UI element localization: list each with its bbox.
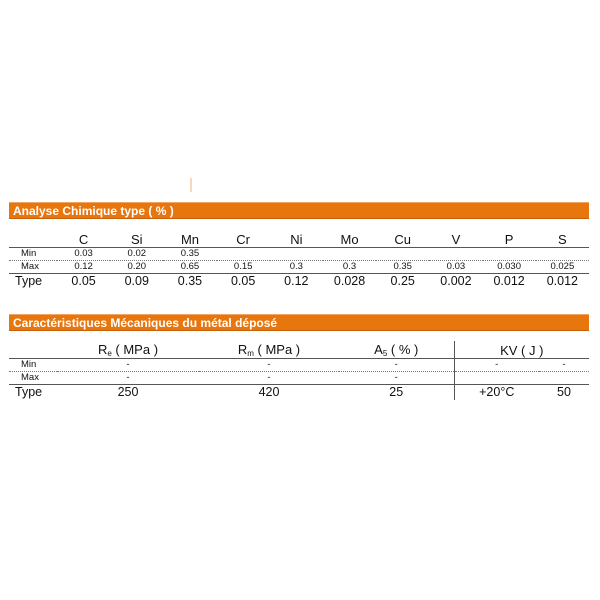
table-cell: 50 [539,385,589,401]
table-cell: - [339,359,454,372]
table-header-row [9,341,589,359]
column-header-kv: KV ( J ) [454,341,589,359]
table-cell: 0.65 [163,261,216,274]
table-cell: 0.03 [57,248,110,261]
column-header: Cr [236,232,251,247]
row-label: Min [9,359,57,372]
table-cell: - [57,359,199,372]
column-header: Mo [340,232,359,247]
row-label: Type [9,274,57,290]
table-cell: 250 [57,385,199,401]
table-cell [376,248,429,261]
column-header: Cu [394,232,412,247]
table-cell: 0.12 [270,274,323,290]
table-row-min [9,359,589,372]
table-cell: 0.028 [323,274,376,290]
table-cell: - [454,359,539,372]
table-cell: - [57,372,199,385]
row-label: Type [9,385,57,401]
table-cell: 0.12 [57,261,110,274]
column-header-re: $R_e$ ( MPa ) [97,342,159,358]
column-header: V [451,232,461,247]
chemical-analysis-header [9,202,589,219]
row-label: Min [9,248,57,261]
table-cell: 0.02 [110,248,163,261]
table-header-row [9,230,589,248]
table-cell: 0.012 [483,274,536,290]
row-label: Max [9,261,57,274]
table-cell: 0.025 [536,261,589,274]
table-cell [323,248,376,261]
table-cell [539,372,589,385]
column-header-rm: $R_m$ ( MPa ) [237,342,301,358]
table-row-min [9,248,589,261]
table-row-type [9,274,589,290]
table-cell [270,248,323,261]
table-cell: 25 [339,385,454,401]
table-row-max [9,372,589,385]
table-cell: 0.002 [429,274,482,290]
table-cell: 0.15 [217,261,270,274]
table-cell: 0.35 [163,274,216,290]
table-cell [536,248,589,261]
chemical-analysis-table [9,230,589,289]
table-cell: 0.030 [483,261,536,274]
table-cell: - [539,359,589,372]
table-cell [217,248,270,261]
table-cell [454,372,539,385]
table-cell: 0.35 [163,248,216,261]
table-cell [429,248,482,261]
table-cell: - [199,372,339,385]
table-cell: - [199,359,339,372]
mechanical-properties-title: Caractéristiques Mécaniques du métal déposé [13,316,278,330]
table-cell: 0.012 [536,274,589,290]
column-header: S [558,232,567,247]
table-cell: 0.09 [110,274,163,290]
table-cell: +20°C [454,385,539,401]
table-cell: 0.20 [110,261,163,274]
table-cell: 0.05 [217,274,270,290]
row-label: Max [9,372,57,385]
table-row-max [9,261,589,274]
table-cell: 0.3 [323,261,376,274]
table-row-type [9,385,589,401]
mechanical-properties-table [9,341,589,400]
table-cell: 0.25 [376,274,429,290]
mechanical-properties-header [9,314,589,331]
table-cell: 0.03 [429,261,482,274]
column-header: P [504,232,514,247]
column-header: Si [131,232,143,247]
table-cell: 420 [199,385,339,401]
decorative-mark [190,178,192,192]
column-header: C [78,232,89,247]
table-cell: 0.3 [270,261,323,274]
column-header: Ni [290,232,303,247]
table-cell [483,248,536,261]
column-header-a5: $A_5$ ( % ) [374,342,419,358]
chemical-analysis-title: Analyse Chimique type ( % ) [13,204,174,218]
table-cell: 0.35 [376,261,429,274]
table-cell: 0.05 [57,274,110,290]
table-cell: - [339,372,454,385]
column-header: Mn [180,232,199,247]
